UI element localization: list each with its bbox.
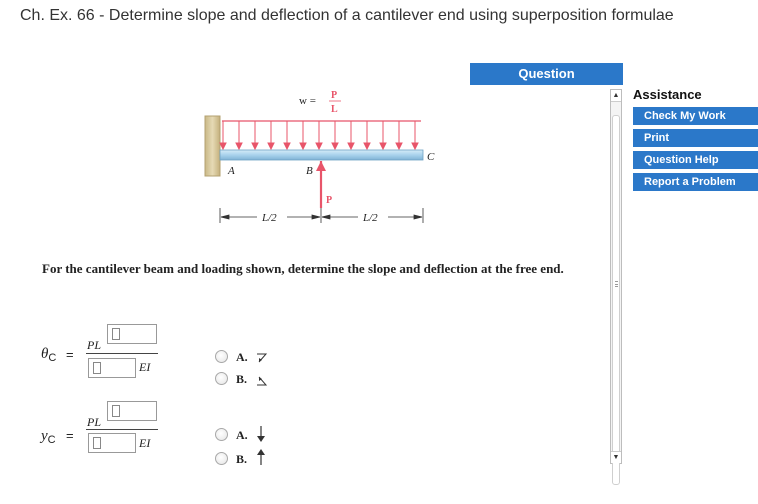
deflection-numerator-label: PL	[87, 415, 102, 429]
clockwise-arrow-icon	[255, 351, 269, 365]
distributed-load-arrows	[220, 121, 418, 149]
page-title: Ch. Ex. 66 - Determine slope and deflection of a cantilever end using superposition formulae	[20, 7, 674, 24]
point-c-label: C	[427, 151, 435, 163]
slope-symbol: $\theta_C$	[41, 346, 57, 364]
deflection-equals: =	[66, 428, 74, 443]
deflection-denominator-label: EI	[139, 436, 151, 450]
slope-denominator-label: EI	[139, 360, 151, 374]
deflection-option-b-label: B.	[236, 452, 248, 466]
deflection-option-a-label: A.	[236, 428, 248, 442]
point-a-label: A	[228, 165, 235, 177]
slope-option-b-label: B.	[236, 372, 248, 386]
problem-statement: For the cantilever beam and loading shown, determine the slope and deflection at the free end.	[42, 261, 564, 276]
beam	[220, 150, 423, 160]
fixed-support-wall	[205, 116, 220, 176]
scroll-up-arrow-icon[interactable]: ▲	[611, 90, 621, 102]
report-problem-button[interactable]: Report a Problem	[633, 173, 758, 191]
counterclockwise-arrow-icon	[255, 373, 269, 387]
point-b-label: B	[306, 165, 313, 177]
load-w-label: w =	[299, 95, 316, 107]
point-force-arrow	[316, 161, 326, 208]
assistance-panel	[633, 87, 758, 195]
scroll-thumb[interactable]	[612, 115, 620, 485]
deflection-numerator-input[interactable]	[107, 401, 157, 421]
deflection-option-a-radio[interactable]	[215, 428, 228, 441]
point-force-label: P	[326, 195, 333, 206]
load-w-numerator: P	[331, 90, 338, 101]
load-w-denominator: L	[331, 104, 338, 115]
question-tab[interactable]: Question	[470, 63, 623, 85]
check-my-work-button[interactable]: Check My Work	[633, 107, 758, 125]
cantilever-beam-diagram	[200, 86, 440, 236]
slope-denominator-input[interactable]	[88, 358, 136, 378]
deflection-option-b-radio[interactable]	[215, 452, 228, 465]
dim-left-label: L/2	[262, 212, 277, 224]
down-arrow-icon	[255, 425, 267, 443]
vertical-scrollbar[interactable]	[610, 89, 622, 464]
assistance-title: Assistance	[633, 87, 702, 102]
up-arrow-icon	[255, 448, 267, 466]
slope-option-a-radio[interactable]	[215, 350, 228, 363]
slope-numerator-label: PL	[87, 338, 102, 352]
deflection-denominator-input[interactable]	[88, 433, 136, 453]
slope-option-a-label: A.	[236, 350, 248, 364]
question-help-button[interactable]: Question Help	[633, 151, 758, 169]
slope-option-b-radio[interactable]	[215, 372, 228, 385]
dim-right-label: L/2	[363, 212, 378, 224]
scroll-down-arrow-icon[interactable]: ▼	[611, 451, 621, 463]
slope-numerator-input[interactable]	[107, 324, 157, 344]
print-button[interactable]: Print	[633, 129, 758, 147]
deflection-symbol: $y_C$	[41, 428, 56, 446]
slope-equals: =	[66, 347, 74, 362]
